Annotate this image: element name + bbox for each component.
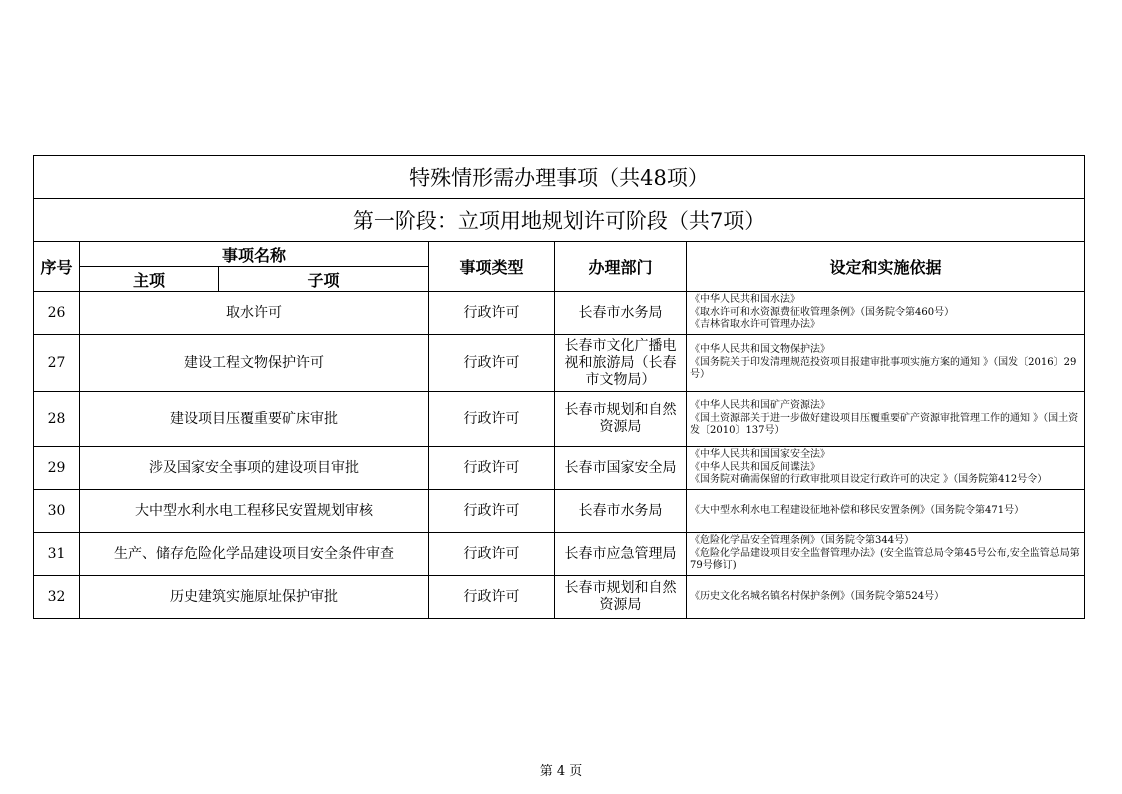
row-type: 行政许可 xyxy=(429,392,555,447)
header-dept: 办理部门 xyxy=(555,242,687,292)
basis-line: 《国务院关于印发清理规范投资项目报建审批事项实施方案的通知 》（国发〔2016〕29号） xyxy=(690,356,1077,381)
row-dept: 长春市规划和自然资源局 xyxy=(555,576,687,619)
header-basis: 设定和实施依据 xyxy=(687,242,1085,292)
row-item-name: 取水许可 xyxy=(80,292,429,335)
row-basis xyxy=(687,447,1085,490)
row-type: 行政许可 xyxy=(429,447,555,490)
row-item-name: 大中型水利水电工程移民安置规划审核 xyxy=(80,490,429,533)
page-number: 第 4 页 xyxy=(539,764,583,779)
basis-line: 《中华人民共和国反间谍法》 xyxy=(690,461,820,473)
row-dept: 长春市水务局 xyxy=(555,292,687,335)
basis-line: 《危险化学品建设项目安全监督管理办法》(安全监管总局令第45号公布,安全监管总局第79号修订) xyxy=(690,547,1080,572)
row-dept: 长春市规划和自然资源局 xyxy=(555,392,687,447)
basis-line: 《中华人民共和国文物保护法》 xyxy=(690,344,830,356)
row-basis xyxy=(687,576,1085,619)
row-basis xyxy=(687,490,1085,533)
row-type: 行政许可 xyxy=(429,490,555,533)
row-seq: 28 xyxy=(34,392,80,447)
table-title: 特殊情形需办理事项（共48项） xyxy=(34,156,1085,199)
basis-line: 《大中型水利水电工程建设征地补偿和移民安置条例》（国务院令第471号） xyxy=(690,504,1025,516)
row-seq: 26 xyxy=(34,292,80,335)
row-seq: 32 xyxy=(34,576,80,619)
row-seq: 30 xyxy=(34,490,80,533)
row-dept: 长春市文化广播电视和旅游局（长春市文物局） xyxy=(555,335,687,392)
table-row xyxy=(34,576,1085,619)
table-row xyxy=(34,533,1085,576)
row-basis xyxy=(687,392,1085,447)
header-sub-item: 子项 xyxy=(219,267,429,292)
row-seq: 29 xyxy=(34,447,80,490)
basis-line: 《中华人民共和国矿产资源法》 xyxy=(690,400,830,412)
row-seq: 31 xyxy=(34,533,80,576)
row-item-name: 涉及国家安全事项的建设项目审批 xyxy=(80,447,429,490)
row-basis xyxy=(687,335,1085,392)
row-type: 行政许可 xyxy=(429,335,555,392)
basis-line: 《国土资源部关于进一步做好建设项目压覆重要矿产资源审批管理工作的通知 》（国土资发〔2010〕137号） xyxy=(690,412,1079,437)
header-type: 事项类型 xyxy=(429,242,555,292)
row-dept: 长春市水务局 xyxy=(555,490,687,533)
table-row xyxy=(34,292,1085,335)
row-item-name: 建设项目压覆重要矿床审批 xyxy=(80,392,429,447)
row-item-name: 生产、储存危险化学品建设项目安全条件审查 xyxy=(80,533,429,576)
row-dept: 长春市国家安全局 xyxy=(555,447,687,490)
header-main-item: 主项 xyxy=(80,267,219,292)
basis-line: 《危险化学品安全管理条例》（国务院令第344号） xyxy=(690,535,915,547)
row-type: 行政许可 xyxy=(429,292,555,335)
header-item-name: 事项名称 xyxy=(80,242,429,267)
basis-line: 《吉林省取水许可管理办法》 xyxy=(690,319,820,331)
row-seq: 27 xyxy=(34,335,80,392)
table-row xyxy=(34,490,1085,533)
basis-line: 《中华人民共和国水法》 xyxy=(690,294,800,306)
basis-line: 《中华人民共和国国家安全法》 xyxy=(690,449,830,461)
row-item-name: 建设工程文物保护许可 xyxy=(80,335,429,392)
row-item-name: 历史建筑实施原址保护审批 xyxy=(80,576,429,619)
table-row xyxy=(34,392,1085,447)
stage-title: 第一阶段：立项用地规划许可阶段（共7项） xyxy=(34,199,1085,242)
basis-line: 《国务院对确需保留的行政审批项目设定行政许可的决定 》（国务院第412号令） xyxy=(690,474,1048,486)
basis-line: 《历史文化名城名镇名村保护条例》（国务院令第524号） xyxy=(690,590,945,602)
header-seq: 序号 xyxy=(34,242,80,292)
matters-table xyxy=(33,155,1085,619)
basis-line: 《取水许可和水资源费征收管理条例》（国务院令第460号） xyxy=(690,306,955,318)
table-row xyxy=(34,447,1085,490)
table-row xyxy=(34,335,1085,392)
row-type: 行政许可 xyxy=(429,533,555,576)
row-type: 行政许可 xyxy=(429,576,555,619)
row-dept: 长春市应急管理局 xyxy=(555,533,687,576)
row-basis xyxy=(687,533,1085,576)
row-basis xyxy=(687,292,1085,335)
